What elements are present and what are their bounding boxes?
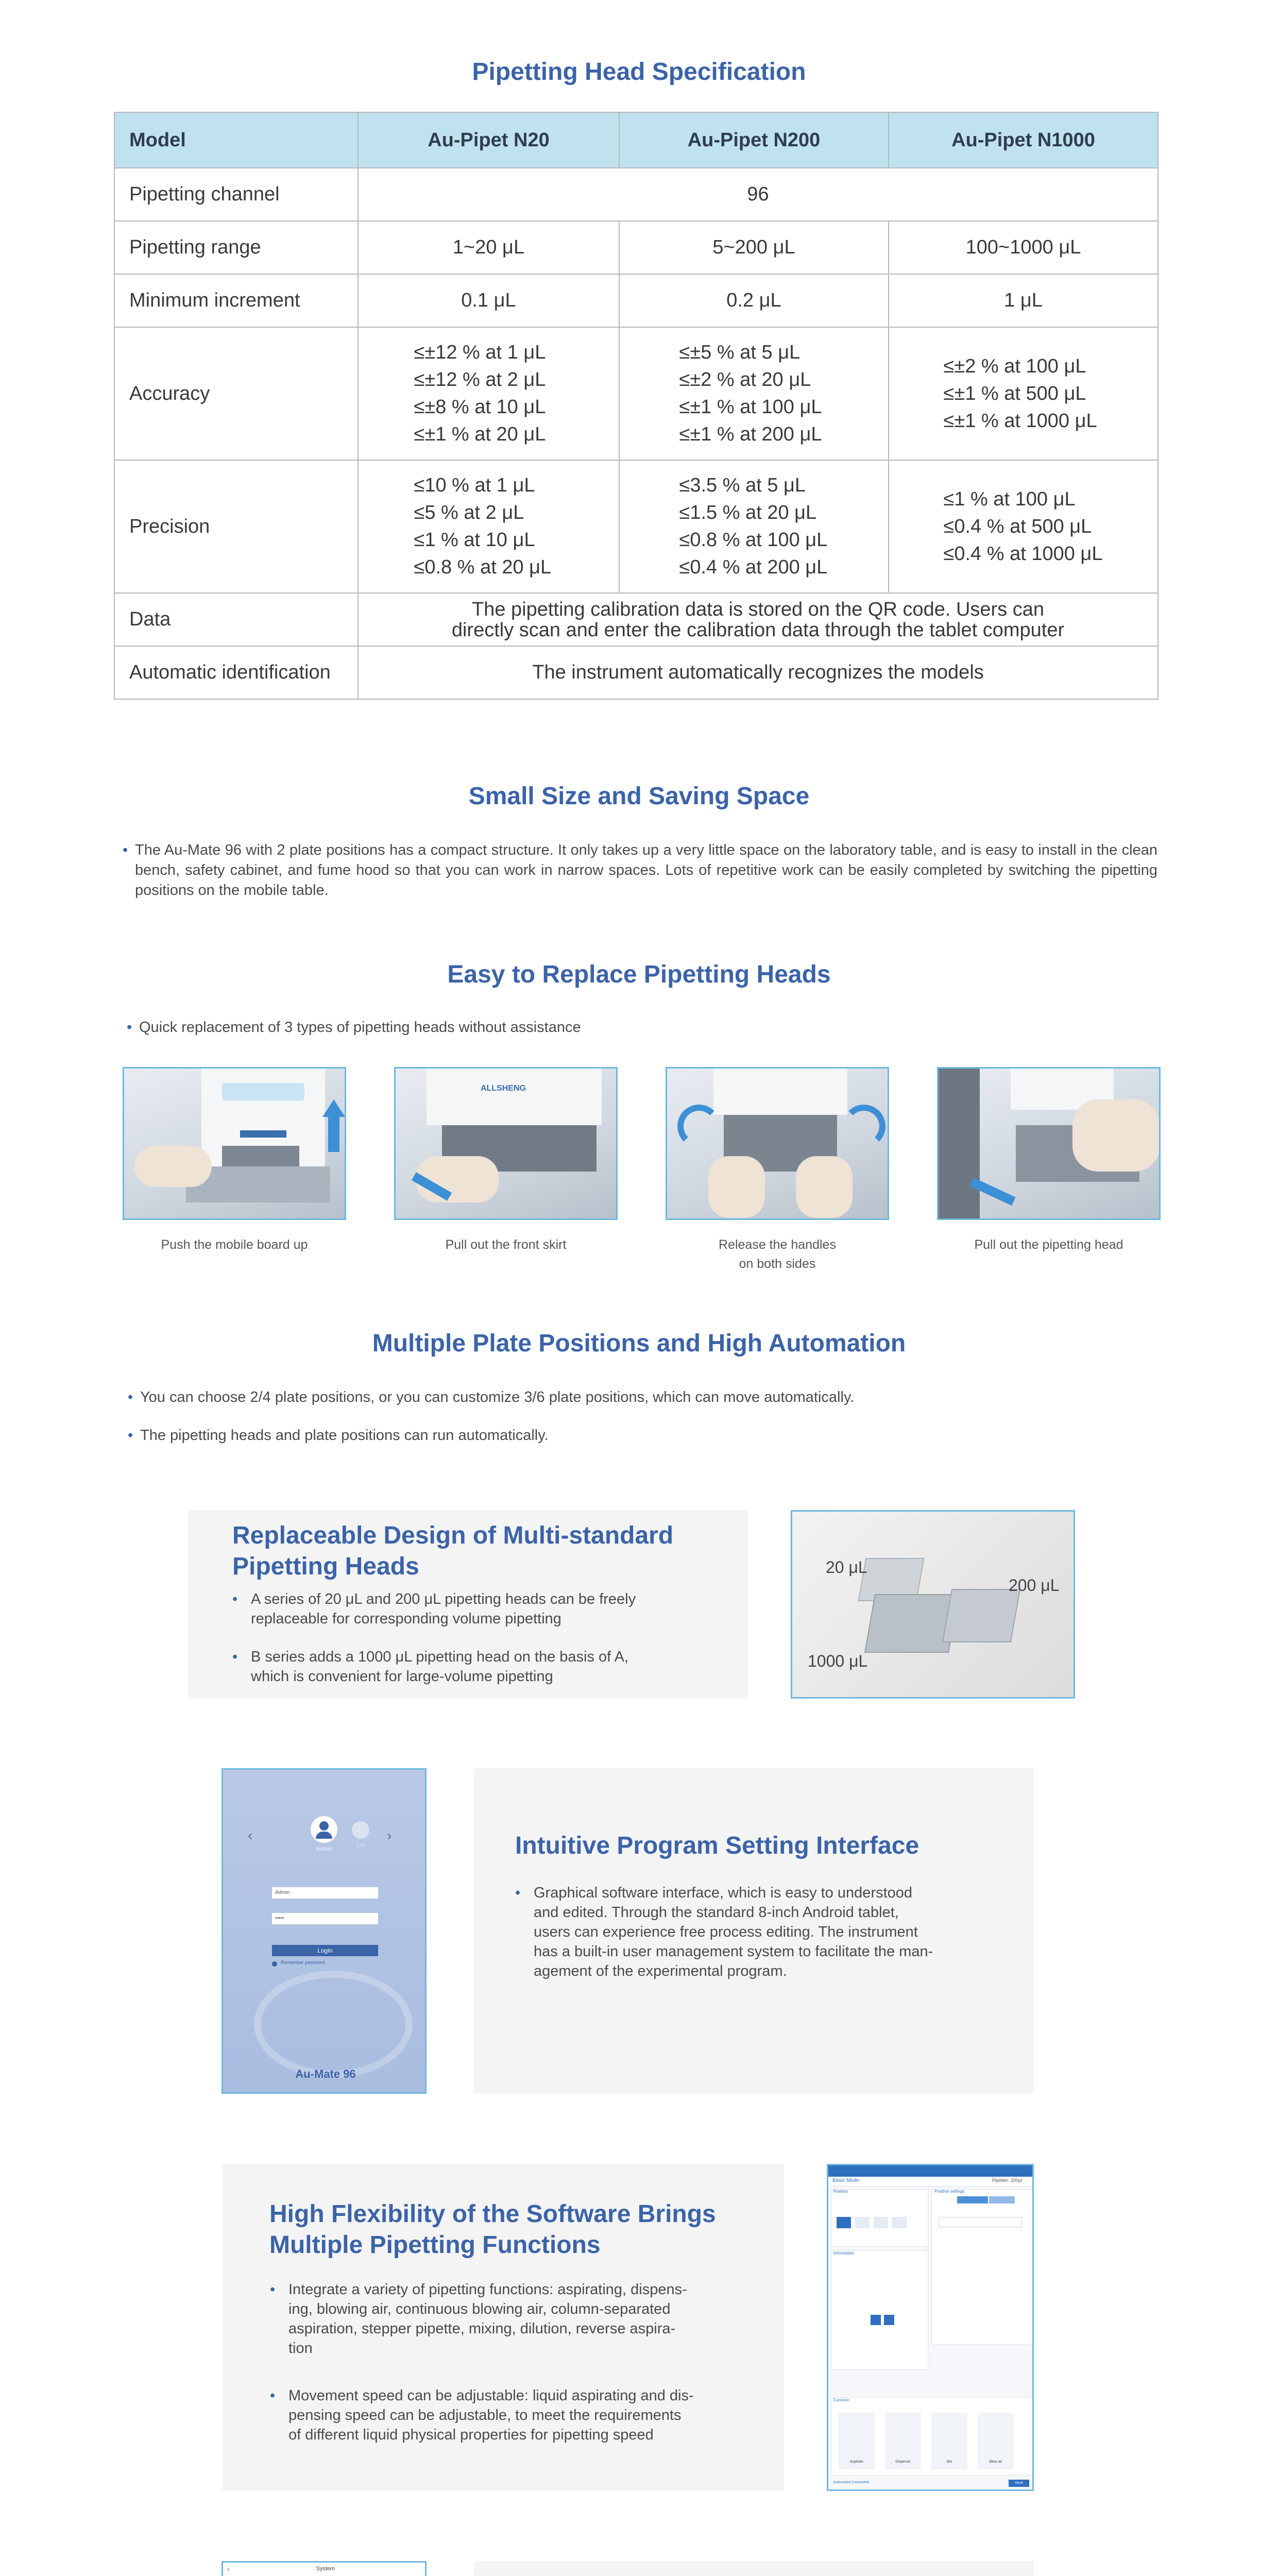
row-label: Pipetting range [114, 221, 358, 274]
intuitive-title: Intuitive Program Setting Interface [515, 1832, 919, 1859]
replaceable-title: Replaceable Design of Multi-standard Pipetting Heads [232, 1522, 674, 1580]
avatar-secondary[interactable] [352, 1821, 369, 1839]
caption-skirt: Pull out the front skirt [445, 1238, 567, 1252]
increment-n20: 0.1 μL [358, 274, 619, 327]
precision-n200: ≤3.5 % at 5 μL ≤1.5 % at 20 μL ≤0.8 % at 100 μL ≤0.4 % at 200 μL [619, 460, 889, 593]
photo-push-board [123, 1067, 346, 1220]
row-label: Precision [114, 460, 358, 593]
arrow-icon [677, 1105, 721, 1148]
connection-status: Instrument Connected [833, 2481, 869, 2484]
precision-n20: ≤10 % at 1 μL ≤5 % at 2 μL ≤1 % at 10 μL ≤0.8 % at 20 μL [358, 460, 619, 593]
label-20ul: 20 μL [826, 1558, 867, 1577]
username-field[interactable]: Admin [272, 1887, 378, 1899]
small-text: • The Au-Mate 96 with 2 plate positions has a compact structure. It only takes up a very little space on the laboratory table, and is easy to install in the clean bench, safety cabinet, and fume hood so that you can work in narrow spaces. Lots of repetitive work can be easily completed by switching the pipetting positions on the mobile table. [135, 840, 1157, 901]
remember-checkbox[interactable] [272, 1961, 277, 1967]
row-label: Accuracy [114, 327, 358, 460]
accuracy-n200: ≤±5 % at 5 μL ≤±2 % at 20 μL ≤±1 % at 100 μL ≤±1 % at 200 μL [619, 327, 889, 460]
replaceable-bullet-1: • A series of 20 μL and 200 μL pipetting heads can be freely replaceable for corresponding volume pipetting [251, 1589, 636, 1629]
multi-bullet-2: • The pipetting heads and plate positions can run automatically. [140, 1426, 549, 1446]
wired-panel [474, 2561, 1034, 2576]
table-row [114, 327, 1158, 460]
function-screenshot [827, 2164, 1034, 2491]
small-title: Small Size and Saving Space [468, 783, 810, 810]
increment-button[interactable] [884, 2315, 894, 2325]
chevron-left-icon[interactable]: ‹ [248, 1827, 253, 1843]
volume-input[interactable] [939, 2217, 1022, 2227]
table-row [114, 460, 1158, 593]
table-row [114, 221, 1158, 274]
pipetting-heads-image [791, 1510, 1075, 1699]
function-heading: Function [833, 2398, 849, 2402]
replace-title: Easy to Replace Pipetting Heads [447, 961, 831, 988]
flex-title: High Flexibility of the Software Brings Multiple Pipetting Functions [269, 2200, 716, 2259]
position-button[interactable] [837, 2217, 851, 2228]
photo-front-skirt [394, 1067, 618, 1220]
range-n1000: 100~1000 μL [889, 221, 1158, 274]
replaceable-bullet-2: • B series adds a 1000 μL pipetting head on the basis of A, which is convenient for large-volume pipetting [251, 1647, 628, 1686]
arrow-up-icon [322, 1099, 345, 1117]
header-n1000: Au-Pipet N1000 [889, 112, 1158, 168]
table-row [114, 646, 1158, 699]
multi-bullet-1: • You can choose 2/4 plate positions, or you can customize 3/6 plate positions, which can move automatically. [140, 1387, 854, 1408]
back-icon[interactable]: ‹ [227, 2565, 230, 2573]
settings-tab[interactable] [989, 2196, 1015, 2204]
table-row [114, 274, 1158, 327]
pipetter-label: Pipetter: 200μl [992, 2178, 1023, 2183]
settings-tab[interactable] [957, 2196, 988, 2204]
auto-value: The instrument automatically recognizes the models [358, 646, 1158, 699]
chevron-right-icon[interactable]: › [387, 1827, 392, 1843]
avatar[interactable] [311, 1816, 337, 1843]
table-row [114, 168, 1158, 221]
header-n20: Au-Pipet N20 [358, 112, 619, 168]
save-button[interactable]: Save [1009, 2480, 1029, 2487]
spec-title: Pipetting Head Specification [472, 58, 806, 86]
arrow-icon [842, 1105, 885, 1148]
range-n200: 5~200 μL [619, 221, 889, 274]
photo-release-handles [666, 1067, 889, 1220]
data-value: The pipetting calibration data is stored on the QR code. Users can directly scan and enter the calibration data through the tablet computer [358, 593, 1158, 646]
table-row [114, 593, 1158, 646]
increment-n1000: 1 μL [889, 274, 1158, 327]
caption-push: Push the mobile board up [161, 1238, 308, 1252]
accuracy-n1000: ≤±2 % at 100 μL ≤±1 % at 500 μL ≤±1 % at 1000 μL [889, 327, 1158, 460]
accuracy-n20: ≤±12 % at 1 μL ≤±12 % at 2 μL ≤±8 % at 10 μL ≤±1 % at 20 μL [358, 327, 619, 460]
brand-label: ALLSHENG [481, 1084, 526, 1093]
label-200ul: 200 μL [1009, 1576, 1060, 1595]
position-heading: Position [833, 2189, 848, 2194]
remember-label: Remember password [281, 1960, 325, 1965]
login-screenshot [221, 1768, 427, 2094]
login-button[interactable]: Login [272, 1945, 378, 1956]
increment-n200: 0.2 μL [619, 274, 889, 327]
photo-pull-head [937, 1067, 1161, 1220]
flex-bullet-1: • Integrate a variety of pipetting functions: aspirating, dispens- ing, blowing air, continuous blowing air, column-separated aspiration, stepper pipette, mixing, dilution, reverse aspira- tion [288, 2280, 752, 2358]
header-n200: Au-Pipet N200 [619, 112, 889, 168]
row-label: Pipetting channel [114, 168, 358, 221]
position-button[interactable] [874, 2217, 888, 2228]
header-model: Model [114, 112, 358, 168]
channel-value: 96 [358, 168, 1158, 221]
function-card-dispense[interactable]: Dispense [885, 2413, 921, 2469]
user2-label: Lab [356, 1842, 366, 1848]
intuitive-bullet: • Graphical software interface, which is easy to understood and edited. Through the standard 8-inch Android tablet, users can experience free process editing. The instrument has a built-in user management system to facilitate the man- agement of the experimental program. [534, 1883, 987, 1981]
decrement-button[interactable] [871, 2315, 881, 2325]
system-title: System [316, 2566, 335, 2572]
replace-bullet: • Quick replacement of 3 types of pipetting heads without assistance [139, 1018, 581, 1038]
function-card-blow-air[interactable]: Blow air [978, 2413, 1014, 2469]
table-header-row [114, 112, 1158, 168]
settings-heading: Position settings [934, 2189, 965, 2194]
information-heading: Information [833, 2251, 855, 2256]
row-label: Data [114, 593, 358, 646]
user-label: Admin [316, 1846, 332, 1852]
row-label: Automatic identification [114, 646, 358, 699]
caption-head: Pull out the pipetting head [974, 1238, 1123, 1252]
mode-label[interactable]: Basic Mode [832, 2178, 860, 2183]
position-button[interactable] [892, 2217, 907, 2228]
function-card-mix[interactable]: Mix [931, 2413, 967, 2469]
password-field[interactable]: ••••• [272, 1913, 378, 1924]
spec-table [114, 112, 1158, 700]
label-1000ul: 1000 μL [808, 1652, 868, 1670]
precision-n1000: ≤1 % at 100 μL ≤0.4 % at 500 μL ≤0.4 % at 1000 μL [889, 460, 1158, 593]
function-card-aspirate[interactable]: Aspirate [839, 2413, 875, 2469]
flex-bullet-2: • Movement speed can be adjustable: liquid aspirating and dis- pensing speed can be adjustable, to meet the requirements of different liquid physical properties for pipetting speed [288, 2386, 752, 2445]
system-screenshot [221, 2561, 427, 2576]
app-brand: Au-Mate 96 [295, 2067, 356, 2080]
range-n20: 1~20 μL [358, 221, 619, 274]
row-label: Minimum increment [114, 274, 358, 327]
position-button[interactable] [855, 2217, 870, 2228]
caption-handles: Release the handles on both sides [719, 1238, 836, 1271]
multi-title: Multiple Plate Positions and High Automation [372, 1330, 906, 1357]
